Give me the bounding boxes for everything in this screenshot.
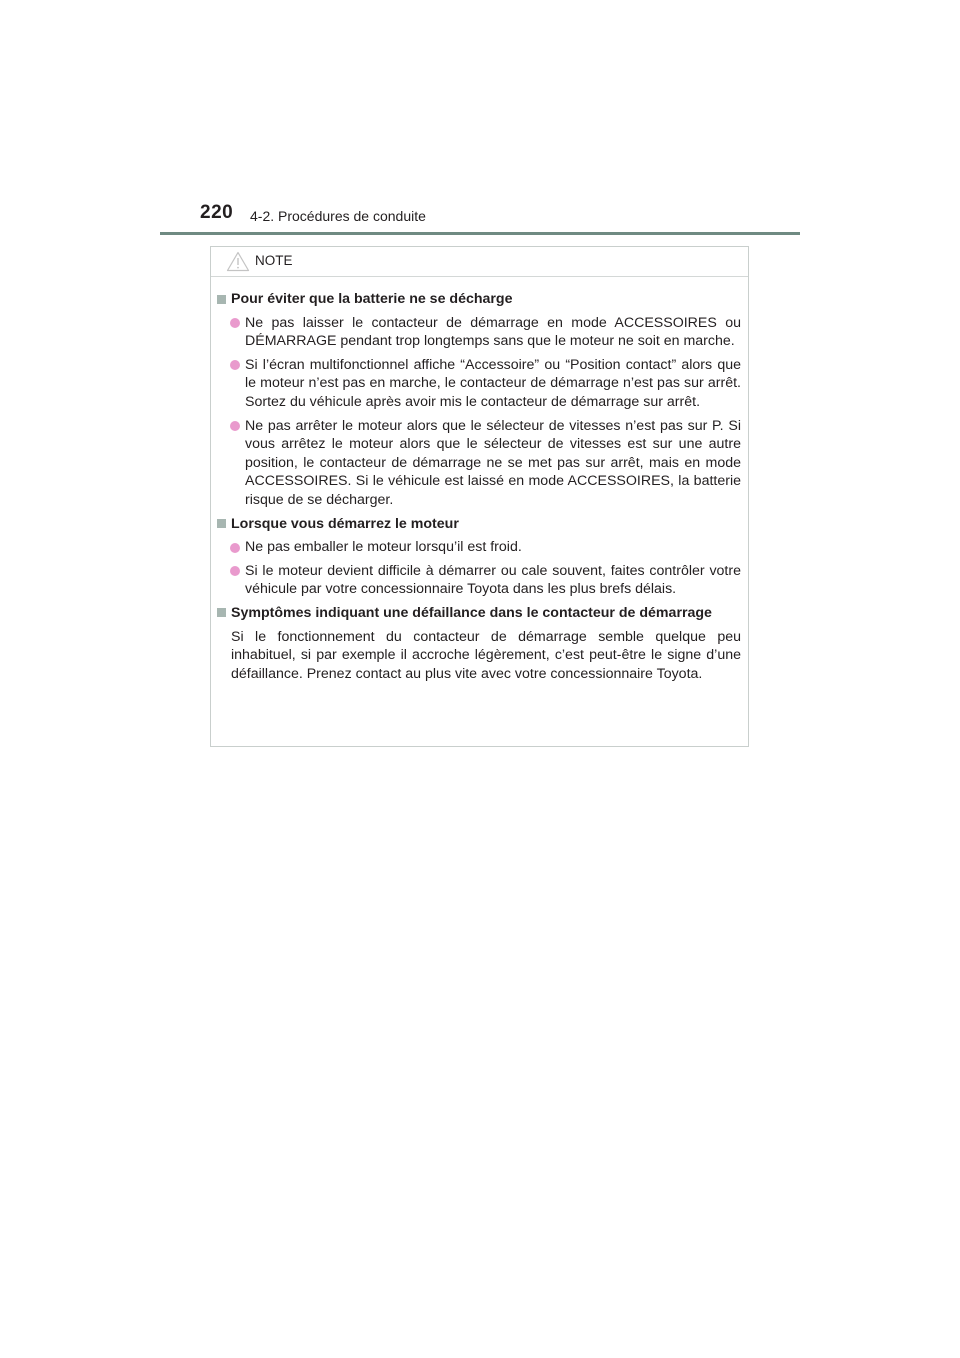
list-item-text: Si l’écran multifonctionnel affiche “Accessoire” ou “Position contact” alors que le moteur n’est pas en marche, le contacteur de démarrage n’est pas sur arrêt. Sortez du véhicule après avoir mis le contacteur de démarrage sur arrêt. bbox=[245, 356, 741, 410]
section-paragraph: Si le fonctionnement du contacteur de démarrage semble quelque peu inhabituel, si par exemple il accroche légèrement, c’est peut-être le signe d’une défaillance. Prenez contact au plus vite avec votre concessionnaire Toyota. bbox=[231, 628, 741, 682]
section-heading-battery bbox=[216, 290, 741, 309]
section-square-icon bbox=[217, 608, 226, 617]
list-item-text: Si le moteur devient difficile à démarrer ou cale souvent, faites contrôler votre véhicule par votre concessionnaire Toyota dans les plus brefs délais. bbox=[245, 562, 741, 598]
header-rule bbox=[160, 232, 800, 235]
list-item bbox=[216, 538, 741, 557]
section-title-text: Pour éviter que la batterie ne se décharge bbox=[231, 291, 513, 307]
page-number: 220 bbox=[200, 202, 234, 223]
list-item-text: Ne pas emballer le moteur lorsqu’il est froid. bbox=[245, 539, 522, 556]
bullet-dot-icon bbox=[230, 566, 240, 576]
section-title-text: Symptômes indiquant une défaillance dans le contacteur de démarrage bbox=[231, 604, 712, 621]
note-box bbox=[210, 246, 749, 747]
note-body bbox=[211, 277, 748, 683]
list-item-text: Ne pas arrêter le moteur alors que le sélecteur de vitesses n’est pas sur P. Si vous arrêtez le moteur alors que le sélecteur de vitesses est sur une autre position, le contacteur de démarrage ne se met pas sur arrêt, mais en mode ACCESSOIRES. Si le véhicule est laissé en mode ACCESSOIRES, la batterie risque de se décharger. bbox=[245, 417, 741, 508]
note-header bbox=[211, 247, 748, 277]
warning-triangle-icon bbox=[226, 251, 250, 272]
bullet-dot-icon bbox=[230, 421, 240, 431]
list-item-text: Ne pas laisser le contacteur de démarrage en mode ACCESSOIRES ou DÉMARRAGE pendant trop longtemps sans que le moteur ne soit en marche. bbox=[245, 314, 741, 350]
section-square-icon bbox=[217, 295, 226, 304]
bullet-dot-icon bbox=[230, 318, 240, 328]
section-square-icon bbox=[217, 519, 226, 528]
list-item bbox=[216, 314, 741, 351]
section-heading-symptoms bbox=[216, 604, 741, 623]
list-item bbox=[216, 417, 741, 510]
list-item bbox=[216, 562, 741, 599]
section-heading-starting bbox=[216, 515, 741, 534]
bullet-dot-icon bbox=[230, 543, 240, 553]
section-title: 4-2. Procédures de conduite bbox=[250, 208, 426, 224]
section-title-text: Lorsque vous démarrez le moteur bbox=[231, 515, 459, 532]
list-item bbox=[216, 356, 741, 412]
bullet-dot-icon bbox=[230, 360, 240, 370]
note-label: NOTE bbox=[255, 253, 293, 268]
